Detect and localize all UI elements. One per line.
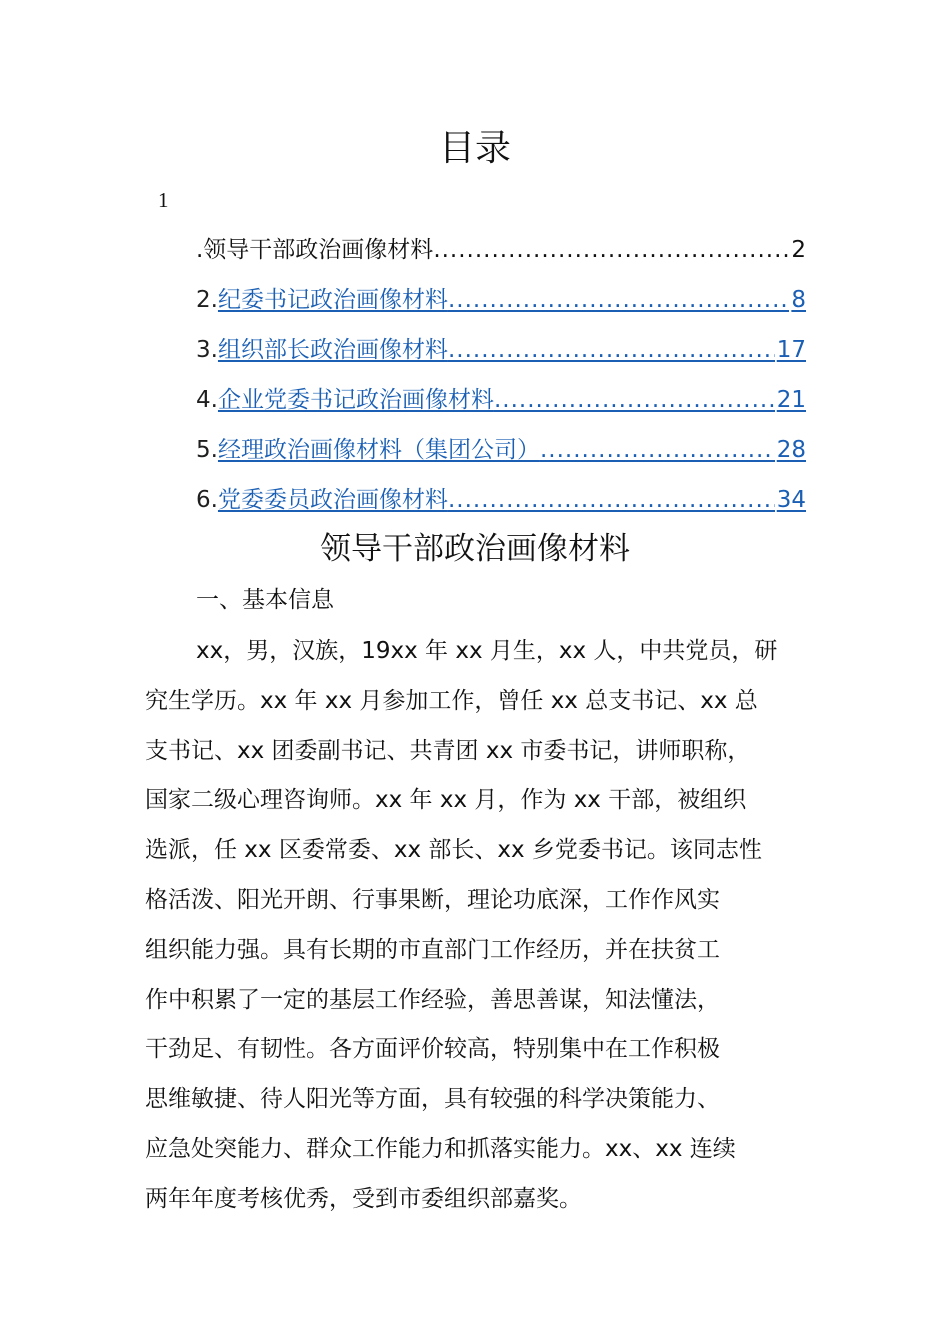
toc-entry-link[interactable]: 企业党委书记政治画像材料 (217, 387, 494, 413)
body-line: 干劲足、有韧性。各方面评价较高，特别集中在工作积极 (145, 1036, 720, 1063)
section-heading: 一、基本信息 (196, 587, 334, 613)
body-line: xx，男，汉族，19xx 年 xx 月生，xx 人，中共党员，研 (196, 638, 778, 664)
toc-leader-dots[interactable] (448, 328, 775, 372)
toc-entry-1[interactable] (196, 228, 806, 278)
page-marker: 1 (158, 188, 169, 212)
document-heading: 领导干部政治画像材料 (320, 531, 630, 567)
toc-entry-number: 6. (196, 487, 218, 513)
toc-entry-page[interactable]: 17 (776, 337, 806, 363)
body-line: 支书记、xx 团委副书记、共青团 xx 市委书记，讲师职称， (145, 737, 751, 764)
toc-entry-number: 2. (196, 287, 218, 313)
body-line: 两年年度考核优秀，受到市委组织部嘉奖。 (145, 1185, 582, 1212)
table-of-contents (196, 228, 806, 528)
toc-entry-link[interactable]: 经理政治画像材料（集团公司） (217, 437, 540, 463)
toc-leader-dots[interactable] (448, 278, 789, 322)
toc-leader-dots[interactable] (448, 478, 775, 522)
toc-entry-page[interactable]: 21 (776, 387, 806, 413)
toc-entry-page[interactable]: 28 (776, 437, 806, 463)
toc-entry-2[interactable] (196, 278, 806, 328)
body-line: 作中积累了一定的基层工作经验，善思善谋，知法懂法， (145, 986, 720, 1013)
body-paragraph (145, 627, 807, 1225)
body-line: 选派，任 xx 区委常委、xx 部长、xx 乡党委书记。该同志性 (145, 837, 762, 864)
body-line: 国家二级心理咨询师。xx 年 xx 月，作为 xx 干部，被组织 (145, 787, 747, 814)
toc-entry-link[interactable]: 组织部长政治画像材料 (217, 337, 448, 363)
toc-entry-title: .领导干部政治画像材料 (196, 237, 434, 263)
toc-entry-number: 3. (196, 337, 218, 363)
toc-entry-page[interactable]: 34 (776, 487, 806, 513)
body-line: 究生学历。xx 年 xx 月参加工作，曾任 xx 总支书记、xx 总 (145, 687, 758, 714)
toc-entry-6[interactable] (196, 478, 806, 528)
body-line: 思维敏捷、待人阳光等方面，具有较强的科学决策能力、 (145, 1086, 720, 1113)
body-line: 格活泼、阳光开朗、行事果断，理论功底深，工作作风实 (145, 886, 720, 913)
body-line: 应急处突能力、群众工作能力和抓落实能力。xx、xx 连续 (145, 1135, 736, 1162)
toc-entry-number: 5. (196, 437, 218, 463)
toc-entry-page: 2 (791, 237, 806, 263)
body-line: 组织能力强。具有长期的市直部门工作经历，并在扶贫工 (145, 936, 720, 963)
toc-title: 目录 (438, 128, 511, 169)
toc-leader-dots[interactable] (540, 428, 775, 472)
toc-entry-link[interactable]: 党委委员政治画像材料 (217, 487, 448, 513)
toc-leader-dots (433, 228, 789, 272)
toc-entry-page[interactable]: 8 (791, 287, 806, 313)
toc-leader-dots[interactable] (494, 378, 775, 422)
toc-entry-3[interactable] (196, 328, 806, 378)
toc-entry-5[interactable] (196, 428, 806, 478)
toc-entry-link[interactable]: 纪委书记政治画像材料 (217, 287, 448, 313)
toc-entry-4[interactable] (196, 378, 806, 428)
toc-entry-number: 4. (196, 387, 218, 413)
